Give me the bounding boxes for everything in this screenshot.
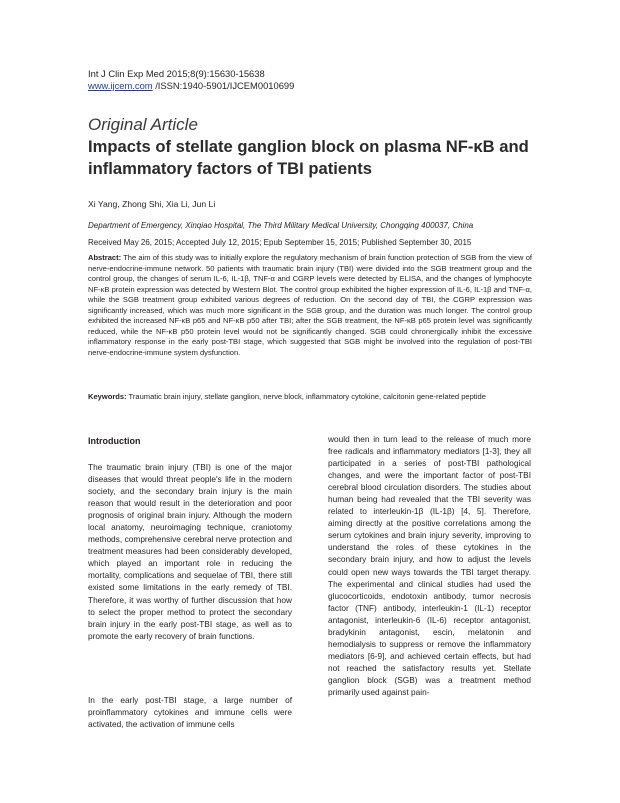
body-paragraph — [88, 694, 292, 730]
author-list: Xi Yang, Zhong Shi, Xia Li, Jun Li — [88, 199, 216, 209]
journal-url-line — [88, 80, 294, 92]
publication-dates: Received May 26, 2015; Accepted July 12, 2015; Epub September 15, 2015; Published September 30, 2015 — [88, 238, 472, 247]
paragraph-text: In the early post-TBI stage, a large number of proinflammatory cytokines and immune cells were activated, the activation of immune cells — [88, 695, 292, 730]
journal-link[interactable]: www.ijcem.com — [88, 80, 153, 91]
keywords — [88, 392, 532, 403]
issn-text: /ISSN:1940-5901/IJCEM0010699 — [152, 80, 295, 91]
body-paragraph — [328, 433, 531, 698]
body-paragraph — [88, 461, 292, 642]
abstract — [88, 253, 532, 358]
keywords-text: Traumatic brain injury, stellate ganglion, nerve block, inflammatory cytokine, calcitonin gene-related peptide — [126, 392, 486, 401]
section-heading-introduction: Introduction — [88, 436, 141, 446]
affiliation: Department of Emergency, Xinqiao Hospital, The Third Military Medical University, Chongqing 400037, China — [88, 221, 474, 230]
article-type: Original Article — [88, 115, 198, 134]
article-title: Impacts of stellate ganglion block on plasma NF-κB and inflammatory factors of TBI patients — [88, 137, 529, 178]
paragraph-text: The traumatic brain injury (TBI) is one of the major diseases that would threat people's life in the modern society, and the secondary brain injury is the main reason that would result in the deterioration and poor prognosis of original brain injury. Although the modern local anatomy, neuroimaging technique, craniotomy methods, comprehensive cerebral nerve protection and treatment measures had been considerably developed, which played an important role in reducing the mortality, complications and sequelae of TBI, there still existed some limitations in the early remedy of TBI. Therefore, it was worthy of further discussion that how to select the proper method to protect the secondary brain injury in the early post-TBI stage, as well as to promote the early recovery of brain functions. — [88, 462, 292, 641]
paragraph-text: would then in turn lead to the release of much more free radicals and inflammatory mediators [1-3], they all participated in a series of post-TBI pathological changes, and were the important factor of post-TBI cerebral blood circulation disorders. The studies about human being had revealed that the TBI severity was related to interleukin-1β (IL-1β) [4, 5]. Therefore, aiming directly at the positive correlations among the serum cytokines and brain injury severity, improving to understand the roles of these cytokines in the secondary brain injury, and how to adjust the levels could open new ways towards the TBI target therapy. The experimental and clinical studies had used the glucocorticoids, endotoxin antibody, tumor necrosis factor (TNF) antibody, interleukin-1 (IL-1) receptor antagonist, interleukin-6 (IL-6) receptor antagonist, bradykinin antagonist, escin, melatonin and hemodialysis to suppress or remove the inflammatory mediators [6-9], and achieved certain effects, but had not reached the satisfactory results yet. Stellate ganglion block (SGB) was a treatment method primarily used against pain- — [328, 434, 531, 697]
keywords-label: Keywords: — [88, 392, 127, 401]
journal-citation: Int J Clin Exp Med 2015;8(9):15630-15638 — [88, 68, 265, 79]
abstract-label: Abstract: — [88, 253, 122, 262]
abstract-text: The aim of this study was to initially explore the regulatory mechanism of brain function protection of SGB from the view of nerve-endocrine-immune network. 50 patients with traumatic brain injury (TBI) were divided into the SGB treatment group and the control group, the changes of serum IL-6, IL-1β, TNF-α and CGRP levels were detected by ELISA, and the changes of lymphocyte NF-κB protein expression was detected by Western Blot. The control group exhibited the higher expression of IL-6, IL-1β and TNF-α, while the SGB treatment group exhibited various degrees of reduction. On the second day of TBI, the CGRP expression was significantly increased, which was much more significant in the SGB group, and the duration was much longer. The control group exhibited the increased NF-κB p65 and NF-κB p50 after TBI; after the SGB treatment, the NF-κB p65 protein level was significantly reduced, while the NF-κB p50 protein level would not be significantly changed. SGB could chronergically inhibit the excessive inflammatory response in the early post-TBI stage, which suggested that SGB might be involved into the regulation of post-TBI nerve-endocrine-immune system dysfunction. — [88, 253, 532, 357]
